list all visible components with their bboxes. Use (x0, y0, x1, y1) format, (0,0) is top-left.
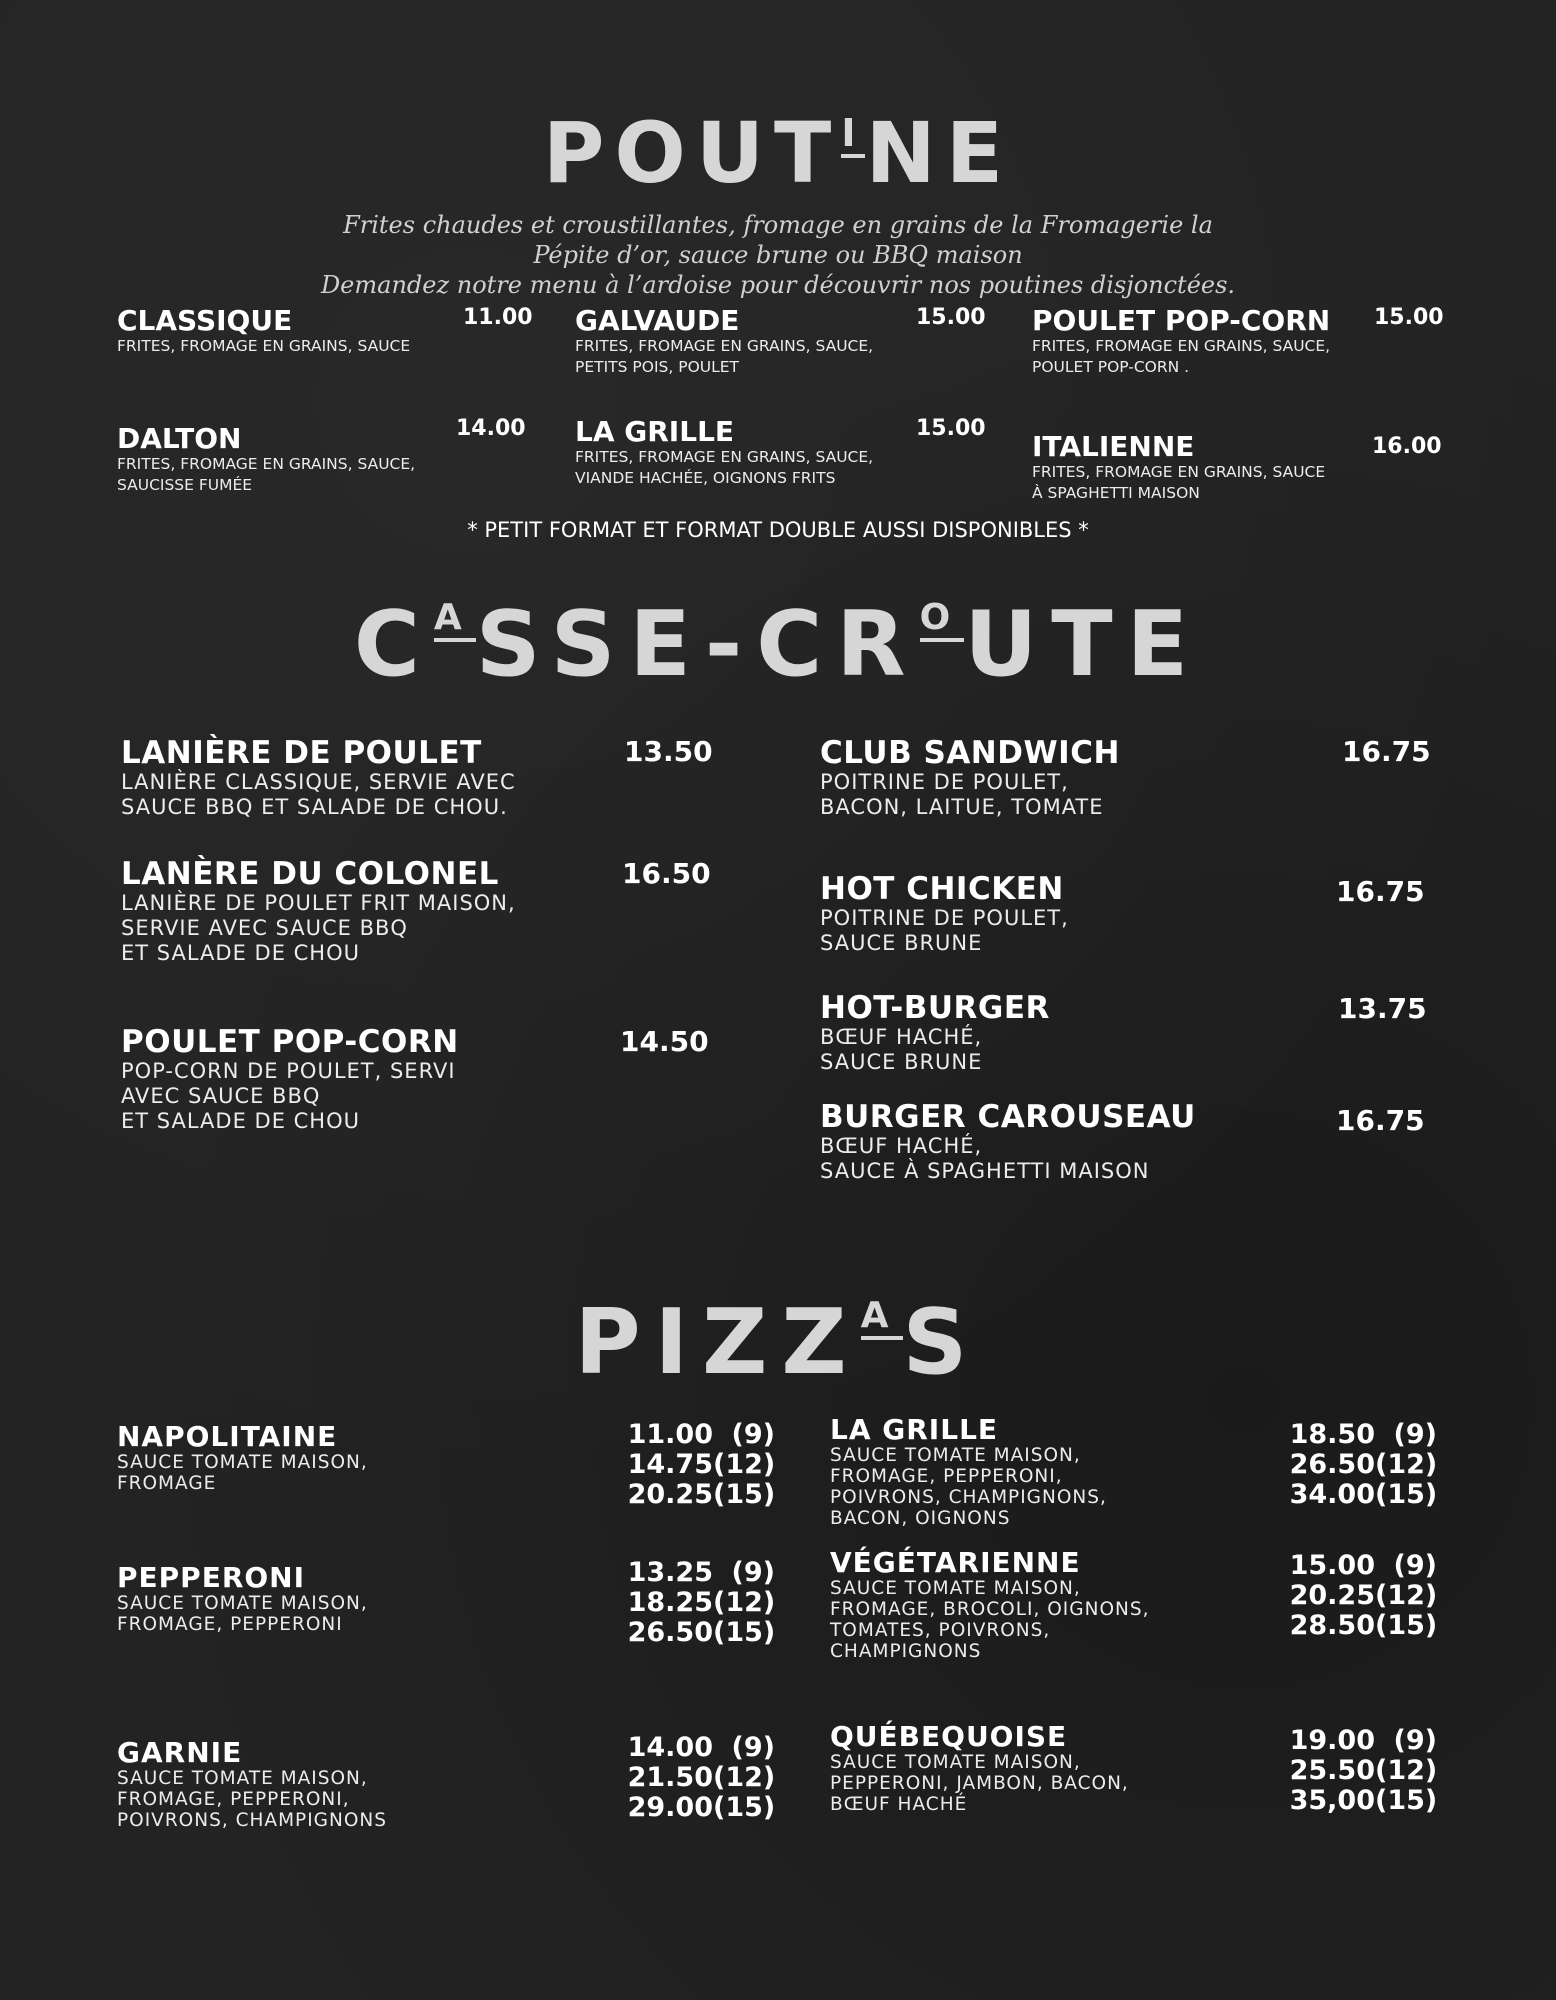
pizza-price-row (560, 1588, 775, 1618)
item-desc: POITRINE DE POULET, (820, 770, 1069, 794)
item-desc: PEPPERONI, JAMBON, BACON, (830, 1773, 1129, 1794)
casse-item-hot-burger (820, 991, 1050, 1075)
item-price: 16.75 (1342, 735, 1431, 768)
item-price: 16.75 (1336, 1104, 1425, 1137)
pizza-price: 20.25 (1289, 1580, 1375, 1611)
poutine-item-galvaude (575, 306, 873, 378)
pizza-price-row (1225, 1450, 1437, 1480)
item-name: GARNIE (117, 1736, 243, 1769)
pizza-price-row (560, 1450, 775, 1480)
item-desc: SAUCE BBQ ET SALADE DE CHOU. (121, 795, 508, 819)
item-price: 14.50 (620, 1025, 709, 1058)
pizza-price-list (560, 1420, 775, 1510)
pizza-size: (15) (1375, 1479, 1438, 1510)
pizza-size: (9) (731, 1732, 775, 1763)
item-name: DALTON (117, 422, 242, 455)
item-desc: FROMAGE, PEPPERONI, (117, 1789, 350, 1810)
pizza-size: (12) (1375, 1580, 1438, 1611)
pizza-size: (15) (1375, 1785, 1438, 1816)
pizza-size: (15) (713, 1479, 776, 1510)
item-desc: AVEC SAUCE BBQ (121, 1084, 321, 1108)
pizza-price: 14.75 (627, 1449, 713, 1480)
item-price: 16.00 (1372, 434, 1442, 459)
pizza-price-list (1225, 1726, 1437, 1816)
item-price: 15.00 (1374, 305, 1444, 330)
casse-item-burger-carouseau (820, 1100, 1196, 1184)
casse-item-poulet-pop-corn (121, 1025, 459, 1134)
item-name: HOT-BURGER (820, 990, 1050, 1026)
poutine-item-dalton (117, 424, 415, 496)
poutine-title-part: NE (865, 104, 1014, 202)
item-desc: FRITES, FROMAGE EN GRAINS, SAUCE, (575, 448, 874, 466)
pizza-price-row (1225, 1480, 1437, 1510)
pizza-size: (12) (1375, 1449, 1438, 1480)
item-desc: POIVRONS, CHAMPIGNONS, (830, 1487, 1107, 1508)
item-desc: POITRINE DE POULET, (820, 906, 1069, 930)
item-desc: SAUCE BRUNE (820, 1050, 983, 1074)
pizza-item-pepperoni (117, 1563, 368, 1635)
casse-title-part: SSE-CR (475, 592, 920, 697)
item-price: 11.00 (463, 305, 533, 330)
item-desc: BŒUF HACHÉ (830, 1794, 968, 1815)
pizza-item-la-grille (830, 1415, 1107, 1529)
casse-title-accent: A (434, 600, 476, 642)
pizza-price-row (1225, 1420, 1437, 1450)
item-desc: SAUCE TOMATE MAISON, (117, 1768, 368, 1789)
item-name: BURGER CAROUSEAU (820, 1099, 1196, 1135)
item-price: 14.00 (456, 416, 526, 441)
pizza-price-row (1225, 1786, 1437, 1816)
item-desc: BŒUF HACHÉ, (820, 1134, 983, 1158)
poutine-intro (0, 210, 1556, 300)
item-desc: POULET POP-CORN . (1032, 358, 1190, 376)
pizza-price: 26.50 (1289, 1449, 1375, 1480)
item-desc: FROMAGE (117, 1473, 217, 1494)
pizza-price: 21.50 (627, 1762, 713, 1793)
pizza-price: 18.25 (627, 1587, 713, 1618)
pizza-size: (9) (1393, 1725, 1437, 1756)
item-desc: SERVIE AVEC SAUCE BBQ (121, 916, 408, 940)
pizza-price-row (560, 1480, 775, 1510)
poutine-item-la-grille (575, 417, 873, 489)
item-price: 13.75 (1338, 992, 1427, 1025)
pizza-item-quebequoise (830, 1722, 1129, 1815)
casse-title-part: C (353, 592, 434, 697)
item-desc: FRITES, FROMAGE EN GRAINS, SAUCE, (575, 337, 874, 355)
item-name: LA GRILLE (830, 1413, 999, 1446)
pizza-size: (12) (713, 1587, 776, 1618)
item-price: 16.75 (1336, 875, 1425, 908)
item-name: HOT CHICKEN (820, 871, 1064, 907)
item-name: ITALIENNE (1032, 430, 1195, 463)
intro-line: Pépite d’or, sauce brune ou BBQ maison (533, 241, 1023, 269)
intro-line: Frites chaudes et croustillantes, fromage en grains de la Fromagerie la (343, 211, 1213, 239)
item-name: QUÉBEQUOISE (830, 1720, 1068, 1753)
pizza-price: 19.00 (1289, 1725, 1375, 1756)
item-desc: SAUCE À SPAGHETTI MAISON (820, 1159, 1150, 1183)
poutine-item-italienne (1032, 432, 1325, 504)
pizza-price: 11.00 (627, 1419, 713, 1450)
pizza-price: 35,00 (1289, 1785, 1375, 1816)
item-name: CLUB SANDWICH (820, 735, 1120, 771)
item-desc: ET SALADE DE CHOU (121, 1109, 360, 1133)
pizzas-title (0, 1290, 1556, 1395)
pizza-price-list (1225, 1420, 1437, 1510)
item-desc: POIVRONS, CHAMPIGNONS (117, 1810, 387, 1831)
item-name: POULET POP-CORN (1032, 304, 1331, 337)
casse-croute-title (0, 592, 1556, 697)
item-name: LANÈRE DU COLONEL (121, 856, 499, 892)
item-desc: FRITES, FROMAGE EN GRAINS, SAUCE (1032, 463, 1326, 481)
format-note: * PETIT FORMAT ET FORMAT DOUBLE AUSSI DISPONIBLES * (467, 518, 1089, 542)
pizza-item-napolitaine (117, 1422, 368, 1494)
item-name: VÉGÉTARIENNE (830, 1546, 1081, 1579)
poutine-title-accent: I (841, 114, 865, 158)
item-desc: PETITS POIS, POULET (575, 358, 740, 376)
intro-line: Demandez notre menu à l’ardoise pour découvrir nos poutines disjonctées. (320, 271, 1236, 299)
pizza-size: (12) (1375, 1755, 1438, 1786)
pizza-price: 14.00 (627, 1732, 713, 1763)
item-desc: FRITES, FROMAGE EN GRAINS, SAUCE (117, 337, 411, 355)
item-desc: SAUCISSE FUMÉE (117, 476, 253, 494)
item-desc: BACON, LAITUE, TOMATE (820, 795, 1104, 819)
pizza-price-list (560, 1558, 775, 1648)
casse-title-accent: O (920, 600, 965, 642)
casse-item-laniere-du-colonel (121, 857, 516, 966)
pizza-price: 25.50 (1289, 1755, 1375, 1786)
poutine-title-part: POUT (542, 104, 842, 202)
item-desc: SAUCE BRUNE (820, 931, 983, 955)
pizza-price: 20.25 (627, 1479, 713, 1510)
item-price: 13.50 (624, 735, 713, 768)
pizza-size: (15) (713, 1792, 776, 1823)
casse-item-hot-chicken (820, 872, 1069, 956)
item-desc: FRITES, FROMAGE EN GRAINS, SAUCE, (117, 455, 416, 473)
item-desc: POP-CORN DE POULET, SERVI (121, 1059, 456, 1083)
pizza-price-list (560, 1733, 775, 1823)
pizza-price: 34.00 (1289, 1479, 1375, 1510)
pizza-size: (12) (713, 1762, 776, 1793)
poutine-title (0, 104, 1556, 202)
item-desc: CHAMPIGNONS (830, 1641, 982, 1662)
pizza-price-row (1225, 1581, 1437, 1611)
casse-title-part: UTE (964, 592, 1203, 697)
item-desc: SAUCE TOMATE MAISON, (830, 1445, 1081, 1466)
item-name: GALVAUDE (575, 304, 740, 337)
pizza-price-row (560, 1558, 775, 1588)
item-desc: BACON, OIGNONS (830, 1508, 1011, 1529)
item-desc: SAUCE TOMATE MAISON, (117, 1452, 368, 1473)
pizzas-title-part: PIZZ (574, 1290, 861, 1395)
pizza-price: 28.50 (1289, 1610, 1375, 1641)
pizza-size: (9) (1393, 1419, 1437, 1450)
item-desc: SAUCE TOMATE MAISON, (830, 1578, 1081, 1599)
item-price: 15.00 (916, 305, 986, 330)
pizza-price: 26.50 (627, 1617, 713, 1648)
pizza-price-row (560, 1618, 775, 1648)
pizza-price: 18.50 (1289, 1419, 1375, 1450)
pizza-size: (15) (713, 1617, 776, 1648)
pizza-price-row (1225, 1551, 1437, 1581)
item-desc: FROMAGE, PEPPERONI, (830, 1466, 1063, 1487)
pizza-item-garnie (117, 1738, 387, 1831)
item-desc: SAUCE TOMATE MAISON, (117, 1593, 368, 1614)
pizza-price-row (560, 1420, 775, 1450)
pizza-price-list (1225, 1551, 1437, 1641)
item-desc: TOMATES, POIVRONS, (830, 1620, 1051, 1641)
item-desc: LANIÈRE DE POULET FRIT MAISON, (121, 891, 516, 915)
item-desc: À SPAGHETTI MAISON (1032, 484, 1200, 502)
pizza-price-row (1225, 1726, 1437, 1756)
item-desc: FROMAGE, PEPPERONI (117, 1614, 343, 1635)
pizza-price: 29.00 (627, 1792, 713, 1823)
pizza-price-row (560, 1763, 775, 1793)
item-name: LANIÈRE DE POULET (121, 735, 482, 771)
pizza-size: (9) (731, 1419, 775, 1450)
item-name: PEPPERONI (117, 1561, 306, 1594)
item-desc: LANIÈRE CLASSIQUE, SERVIE AVEC (121, 770, 516, 794)
pizzas-title-part: S (902, 1290, 982, 1395)
item-name: POULET POP-CORN (121, 1024, 459, 1060)
item-desc: FRITES, FROMAGE EN GRAINS, SAUCE, (1032, 337, 1331, 355)
pizza-price-row (1225, 1611, 1437, 1641)
item-desc: BŒUF HACHÉ, (820, 1025, 983, 1049)
pizza-price-row (1225, 1756, 1437, 1786)
item-desc: FROMAGE, BROCOLI, OIGNONS, (830, 1599, 1150, 1620)
item-name: NAPOLITAINE (117, 1420, 338, 1453)
item-name: CLASSIQUE (117, 304, 293, 337)
pizza-price: 13.25 (627, 1557, 713, 1588)
poutine-item-poulet-pop-corn (1032, 306, 1330, 378)
pizza-size: (9) (731, 1557, 775, 1588)
pizza-price-row (560, 1733, 775, 1763)
casse-item-laniere-de-poulet (121, 736, 516, 820)
item-price: 16.50 (622, 857, 711, 890)
item-desc: VIANDE HACHÉE, OIGNONS FRITS (575, 469, 836, 487)
pizza-size: (15) (1375, 1610, 1438, 1641)
item-name: LA GRILLE (575, 415, 735, 448)
item-price: 15.00 (916, 416, 986, 441)
pizzas-title-accent: A (861, 1298, 903, 1340)
pizza-size: (9) (1393, 1550, 1437, 1581)
pizza-price-row (560, 1793, 775, 1823)
item-desc: SAUCE TOMATE MAISON, (830, 1752, 1081, 1773)
item-desc: ET SALADE DE CHOU (121, 941, 360, 965)
pizza-size: (12) (713, 1449, 776, 1480)
casse-item-club-sandwich (820, 736, 1120, 820)
pizza-item-vegetarienne (830, 1548, 1149, 1662)
pizza-price: 15.00 (1289, 1550, 1375, 1581)
poutine-item-classique (117, 306, 410, 357)
